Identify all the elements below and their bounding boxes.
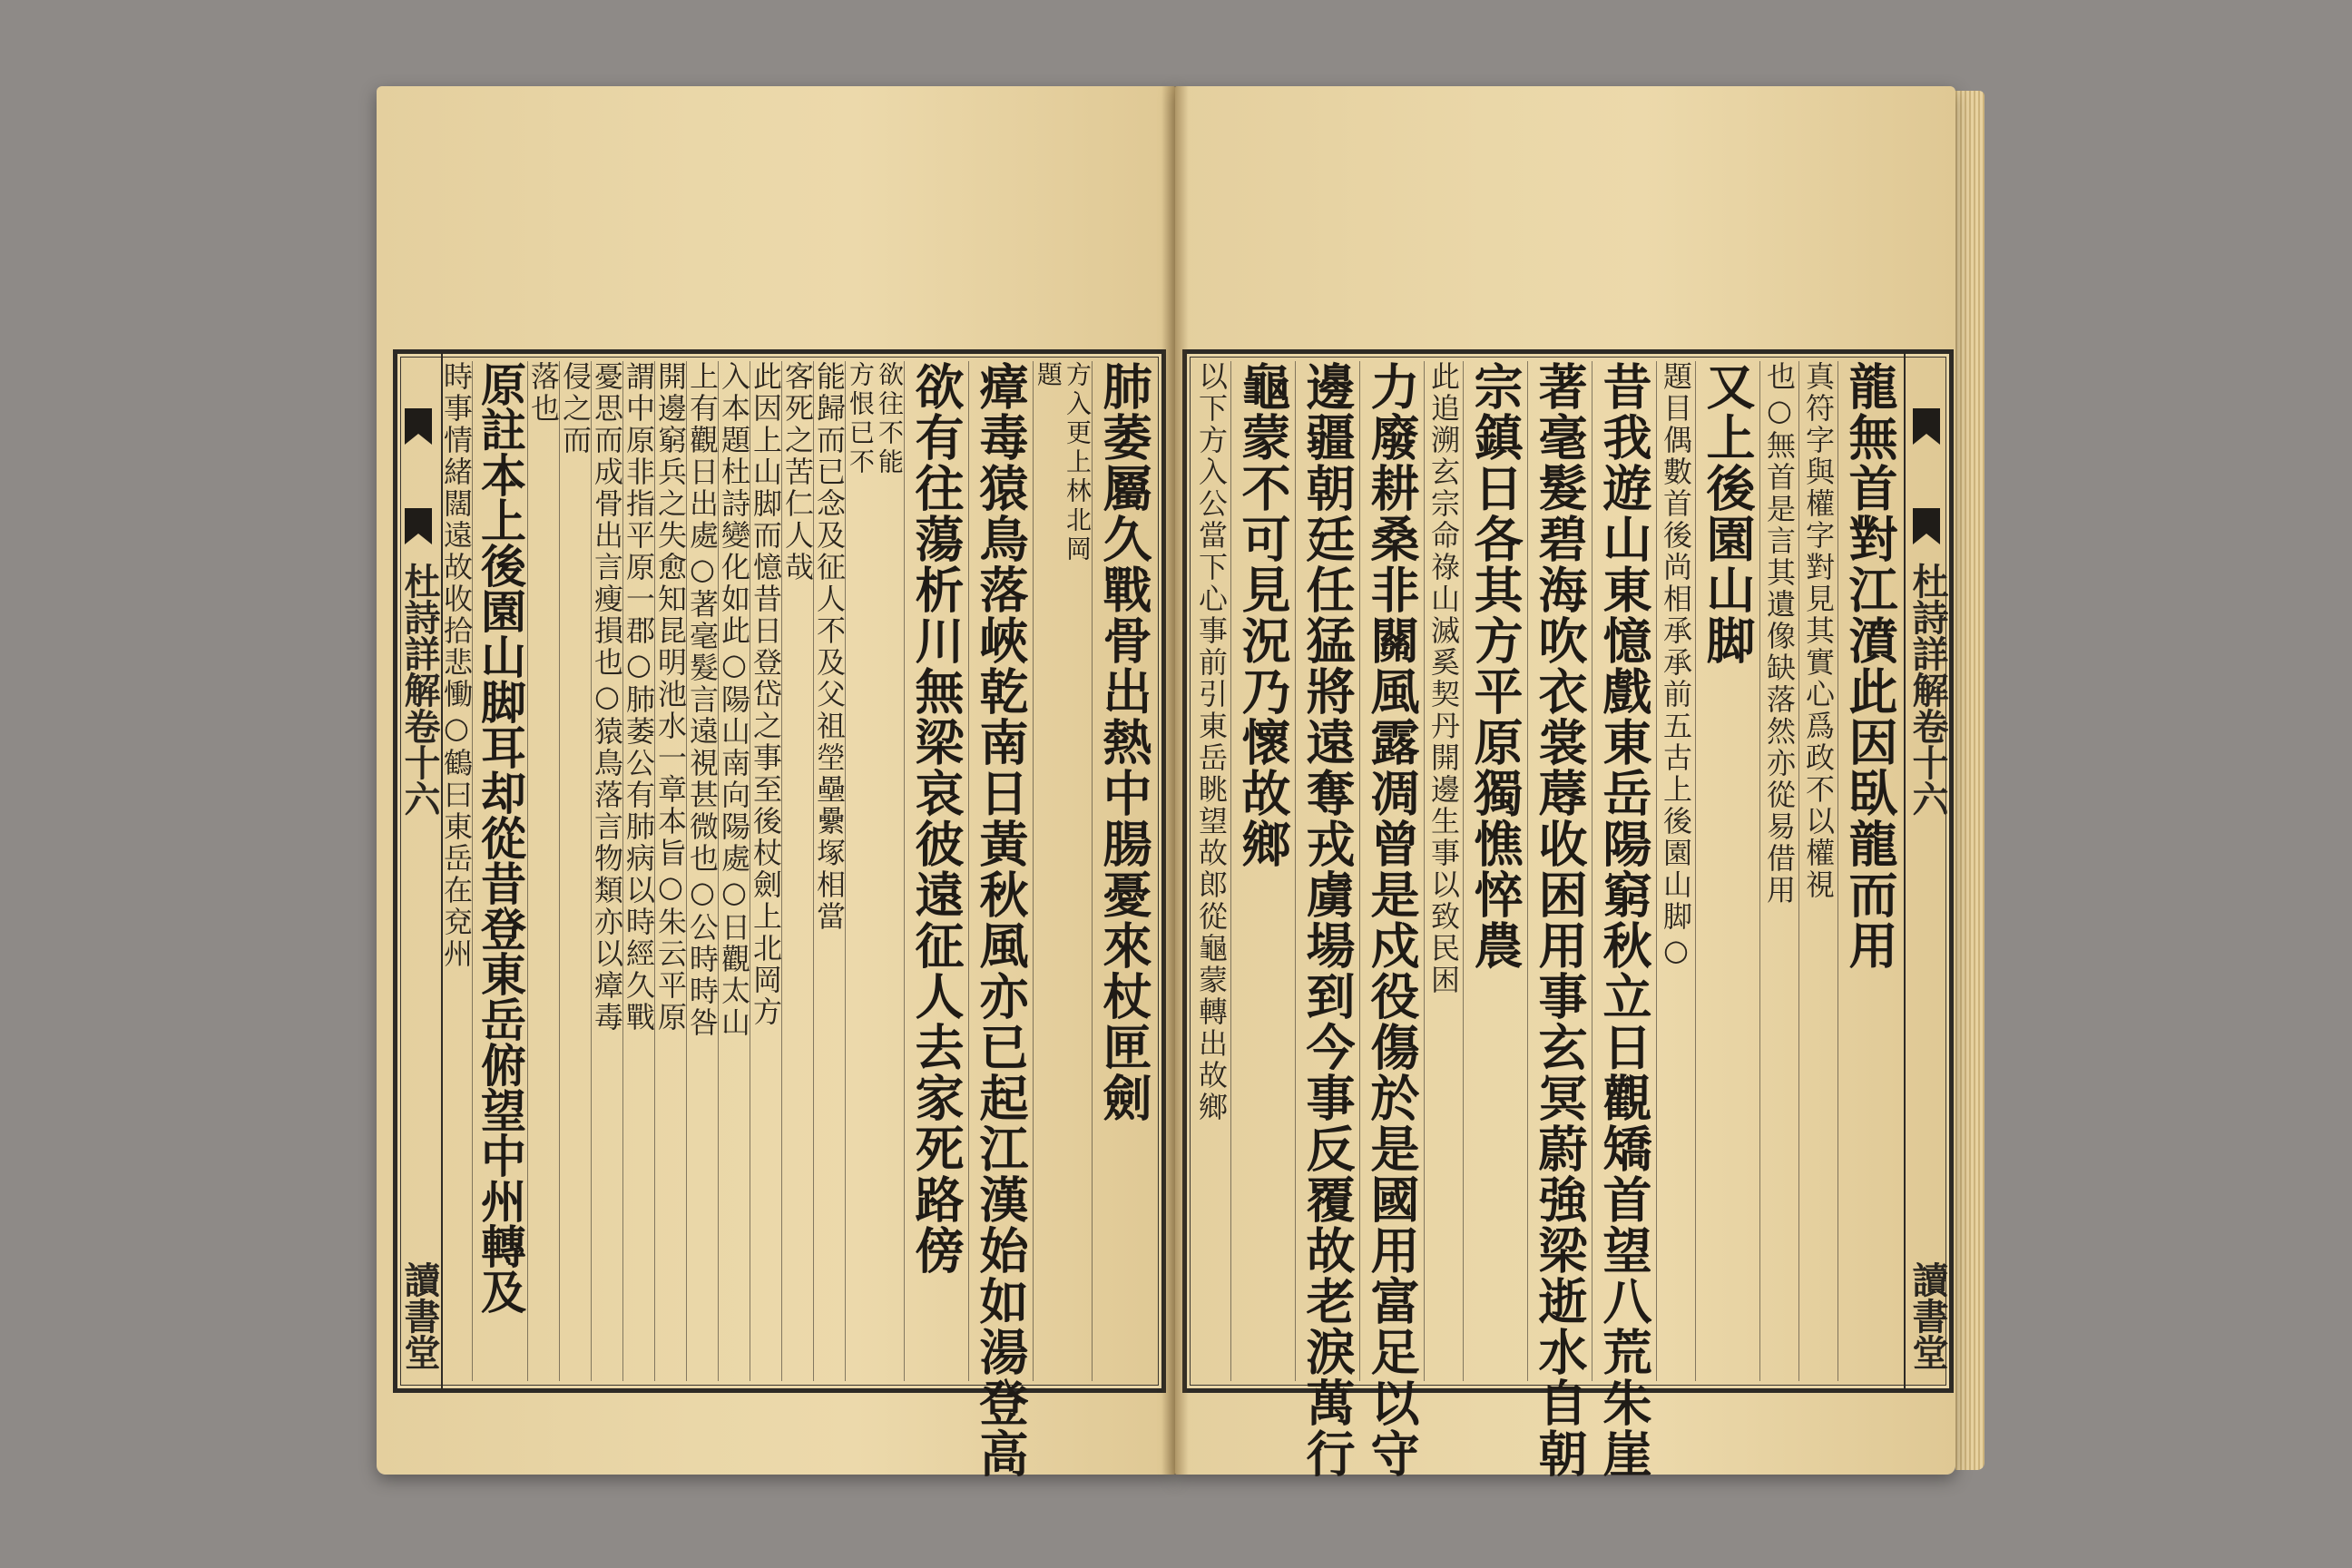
text-column (654, 361, 686, 1381)
text-column (1424, 361, 1463, 1381)
commentary-text: 此因上山脚而憶昔日登岱之事至後杖劍上北岡方 (749, 361, 783, 1028)
text-column (781, 361, 813, 1381)
text-column (1033, 361, 1092, 1381)
page-fore-edge (1955, 91, 1984, 1470)
annotation-heading: 原註本上後園山脚耳却從昔登東岳俯望中州轉及 (474, 361, 527, 1314)
banxin-studio: 讀書堂 (398, 1261, 441, 1370)
text-column (527, 361, 559, 1381)
main-text: 欲有往蕩析川無梁哀彼遠征人去家死路傍 (907, 361, 965, 1276)
text-column (686, 361, 718, 1381)
open-book (363, 86, 1974, 1479)
main-text: 力廢耕桑非關風露凋曾是戍役傷於是國用富足以守 (1363, 361, 1421, 1479)
text-column (750, 361, 781, 1381)
text-column (1359, 361, 1424, 1479)
left-page-center-column (397, 354, 443, 1388)
text-column (1695, 361, 1759, 1381)
banxin-studio: 讀書堂 (1906, 1261, 1949, 1370)
text-column (968, 361, 1033, 1479)
left-page (377, 86, 1175, 1479)
text-column (904, 361, 968, 1381)
text-column (1838, 361, 1902, 1381)
main-text: 宗鎮日各其方平原獨憔悴農 (1466, 361, 1524, 971)
commentary-text: 憂思而成骨出言瘦損也○猿鳥落言物類亦以瘴毒 (590, 361, 624, 1034)
commentary-text: 客死之苦仁人哉 (780, 361, 815, 583)
commentary-text: 上有觀日出處○著毫髮言遠視甚微也○公時時咎 (685, 361, 720, 1039)
commentary-text: 以下方入公當下心事前引東岳眺望故郎從龜蒙轉出故鄉 (1194, 361, 1229, 1123)
right-page-frame (1182, 349, 1954, 1479)
book-gutter (1161, 86, 1189, 1475)
main-text: 著毫髮碧海吹衣裳蓐收困用事玄冥蔚強梁逝水自朝 (1531, 361, 1589, 1479)
commentary-text: 此追溯玄宗命祿山滅奚契丹開邊生事以致民困 (1426, 361, 1461, 996)
main-text: 昔我遊山東憶戲東岳陽窮秋立日觀矯首望八荒朱崖 (1595, 361, 1653, 1479)
right-page-center-column (1904, 354, 1949, 1388)
commentary-text: 也○無首是言其遺像缺落然亦從易借用 (1762, 361, 1797, 906)
note-line: 方入更上林北岡 (1063, 361, 1093, 564)
commentary-text: 謂中原非指平原一郡○肺萎公有肺病以時經久戰 (622, 361, 656, 1034)
commentary-text: 開邊窮兵之失愈知昆明池水一章本旨○朱云平原 (653, 361, 688, 1034)
text-column (1192, 361, 1230, 1381)
text-column (622, 361, 654, 1381)
main-text: 龜蒙不可見況乃懷故鄉 (1234, 361, 1292, 869)
text-column (1463, 361, 1527, 1381)
right-page (1175, 86, 1955, 1479)
text-column (1759, 361, 1798, 1381)
text-column (1592, 361, 1656, 1479)
double-line-note (846, 361, 904, 477)
text-column (1527, 361, 1592, 1479)
main-text: 又上後園山脚 (1699, 361, 1757, 666)
note-line: 方恨已不 (846, 361, 876, 477)
left-page-text-columns (439, 361, 1156, 1479)
commentary-text: 真符字與權字對見其實心爲政不以權視 (1801, 361, 1836, 901)
main-text: 龍無首對江濆此因臥龍而用 (1841, 361, 1899, 971)
text-column (559, 361, 591, 1381)
commentary-text: 入本題杜詩變化如此○陽山南向陽處○日觀太山 (717, 361, 751, 1039)
commentary-text: 落也 (526, 361, 561, 425)
text-column (472, 361, 527, 1381)
fishtail-mark-icon (1913, 508, 1940, 544)
fishtail-mark-icon (405, 508, 432, 544)
commentary-text: 侵之而 (558, 361, 593, 456)
left-page-frame (393, 349, 1166, 1479)
text-column (1092, 361, 1156, 1381)
note-line: 題 (1034, 361, 1063, 390)
main-text: 邊疆朝廷任猛將遠奪戎虜場到今事反覆故老淚萬行 (1298, 361, 1357, 1479)
main-text: 肺萎屬久戰骨出熱中腸憂來杖匣劍 (1095, 361, 1153, 1123)
banxin-title: 杜詩詳解卷十六 (398, 563, 441, 817)
note-line: 欲往不能 (875, 361, 905, 477)
text-column (813, 361, 845, 1381)
text-column (718, 361, 750, 1381)
text-column (1295, 361, 1359, 1479)
text-column (1798, 361, 1838, 1381)
text-column (591, 361, 622, 1381)
text-column (1656, 361, 1695, 1381)
double-line-note (1034, 361, 1092, 564)
fishtail-mark-icon (1913, 408, 1940, 445)
main-text: 瘴毒猿鳥落峽乾南日黃秋風亦已起江漢始如湯登高 (972, 361, 1030, 1479)
fishtail-mark-icon (405, 408, 432, 445)
commentary-text: 題目偶數首後尚相承承前五古上後園山脚○ (1659, 361, 1693, 970)
text-column (441, 361, 472, 1381)
text-column (845, 361, 904, 1381)
banxin-title: 杜詩詳解卷十六 (1906, 563, 1949, 817)
text-column (1230, 361, 1295, 1381)
commentary-text: 能歸而已念及征人不及父祖塋壘纍塚相當 (812, 361, 847, 933)
right-page-text-columns (1192, 361, 1902, 1479)
commentary-text: 時事情緒闊遠故收拾悲慟○鶴曰東岳在兗州 (439, 361, 474, 970)
